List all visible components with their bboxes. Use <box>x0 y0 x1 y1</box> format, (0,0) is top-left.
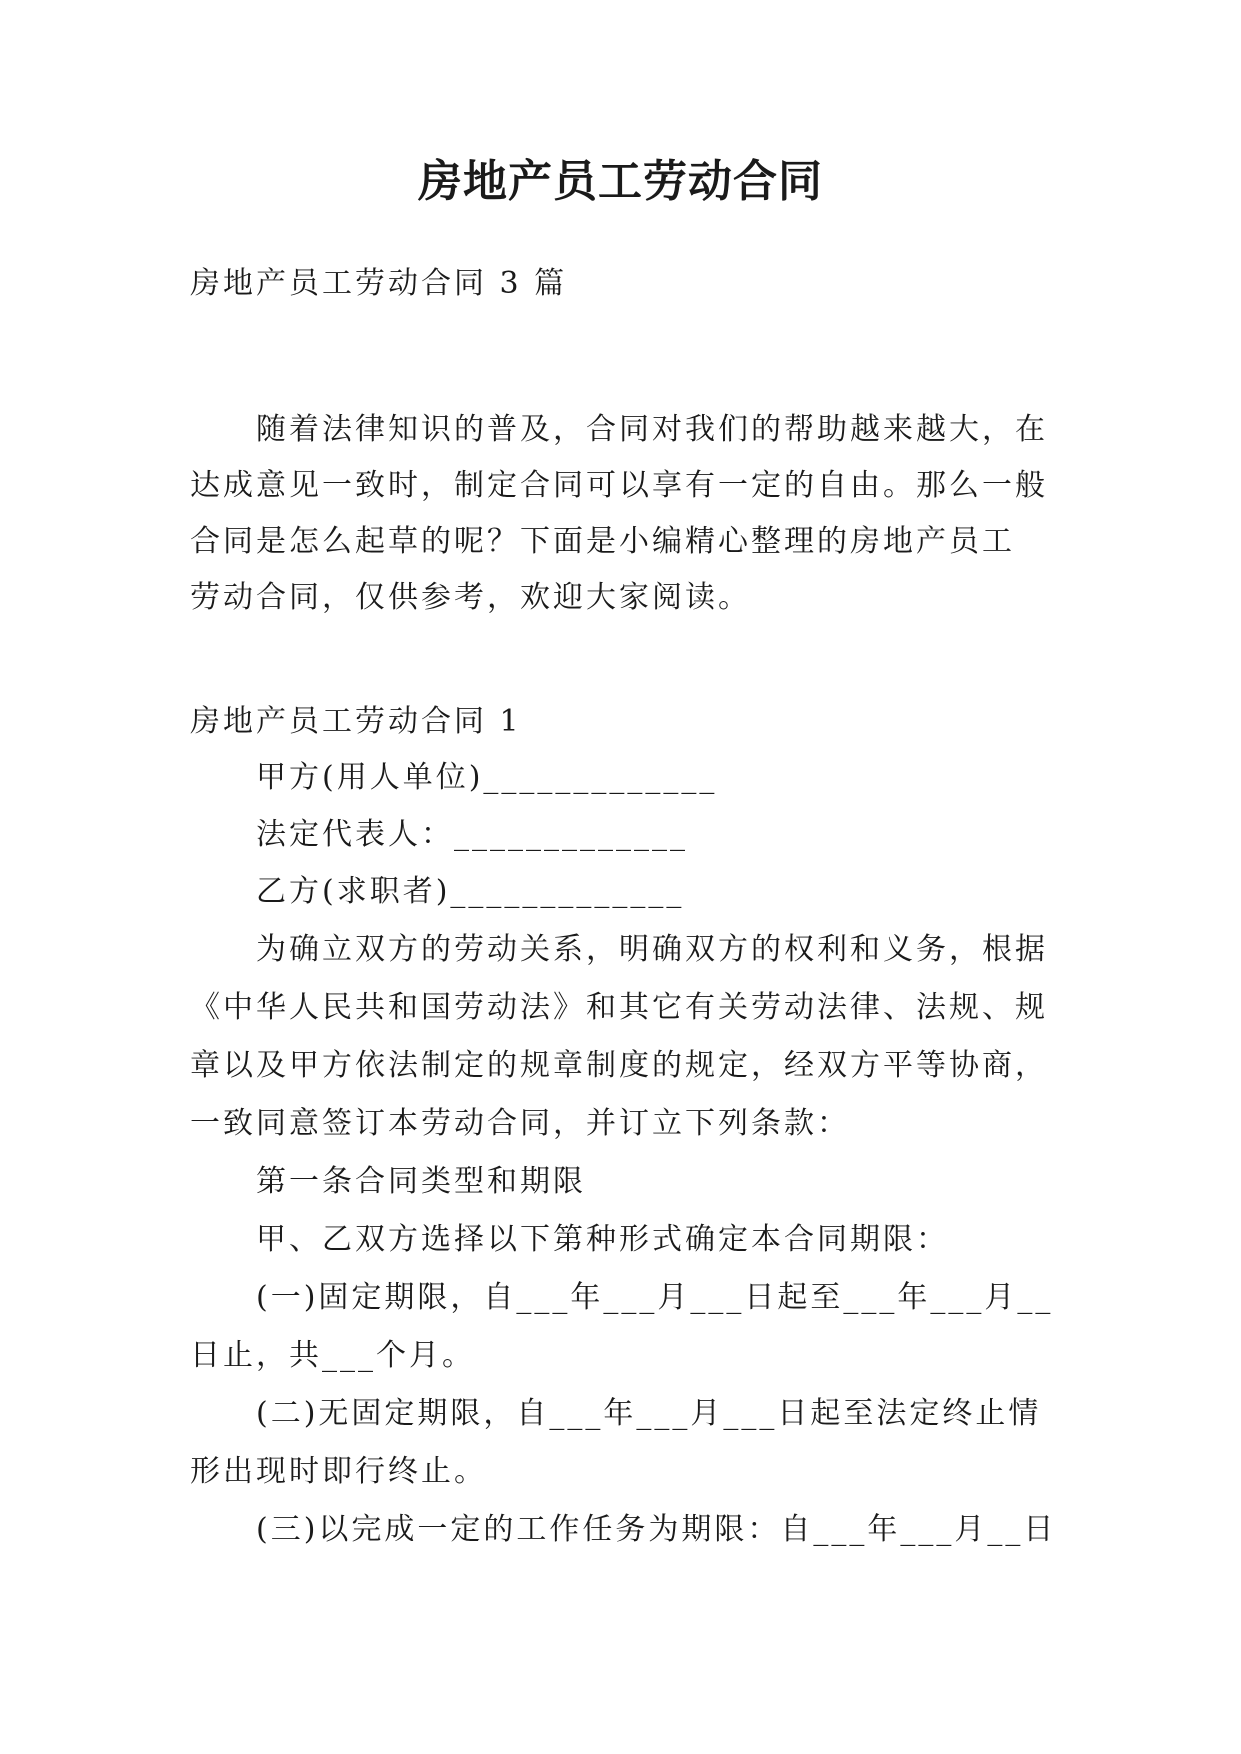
preamble-line-4: 一致同意签订本劳动合同，并订立下列条款： <box>190 1106 850 1141</box>
clause2-line-2: 形出现时即行终止。 <box>190 1454 487 1489</box>
article1-heading: 第一条合同类型和期限 <box>256 1164 586 1199</box>
clause1-line-2: 日止，共___个月。 <box>190 1338 475 1373</box>
preamble-line-1: 为确立双方的劳动关系，明确双方的权利和义务，根据 <box>256 932 1048 967</box>
intro-line-4: 劳动合同，仅供参考，欢迎大家阅读。 <box>190 580 751 615</box>
party-b-field: 乙方(求职者)_____________ <box>256 874 685 909</box>
article1-intro: 甲、乙双方选择以下第种形式确定本合同期限： <box>256 1222 949 1257</box>
section-heading: 房地产员工劳动合同 1 <box>190 704 522 739</box>
clause2-line-1: (二)无固定期限，自___年___月___日起至法定终止情 <box>256 1396 1042 1431</box>
document-title: 房地产员工劳动合同 <box>418 156 823 207</box>
preamble-line-2: 《中华人民共和国劳动法》和其它有关劳动法律、法规、规 <box>190 990 1048 1025</box>
clause1-line-1: (一)固定期限，自___年___月___日起至___年___月__ <box>256 1280 1054 1315</box>
party-a-field: 甲方(用人单位)_____________ <box>256 760 718 795</box>
clause3-line-1: (三)以完成一定的工作任务为期限：自___年___月__日 <box>256 1512 1057 1547</box>
preamble-line-3: 章以及甲方依法制定的规章制度的规定，经双方平等协商， <box>190 1048 1048 1083</box>
document-subtitle: 房地产员工劳动合同 3 篇 <box>190 266 568 301</box>
intro-line-2: 达成意见一致时，制定合同可以享有一定的自由。那么一般 <box>190 468 1048 503</box>
legal-rep-field: 法定代表人：_____________ <box>256 817 688 852</box>
intro-line-1: 随着法律知识的普及，合同对我们的帮助越来越大，在 <box>256 412 1048 447</box>
intro-line-3: 合同是怎么起草的呢？下面是小编精心整理的房地产员工 <box>190 524 1015 559</box>
